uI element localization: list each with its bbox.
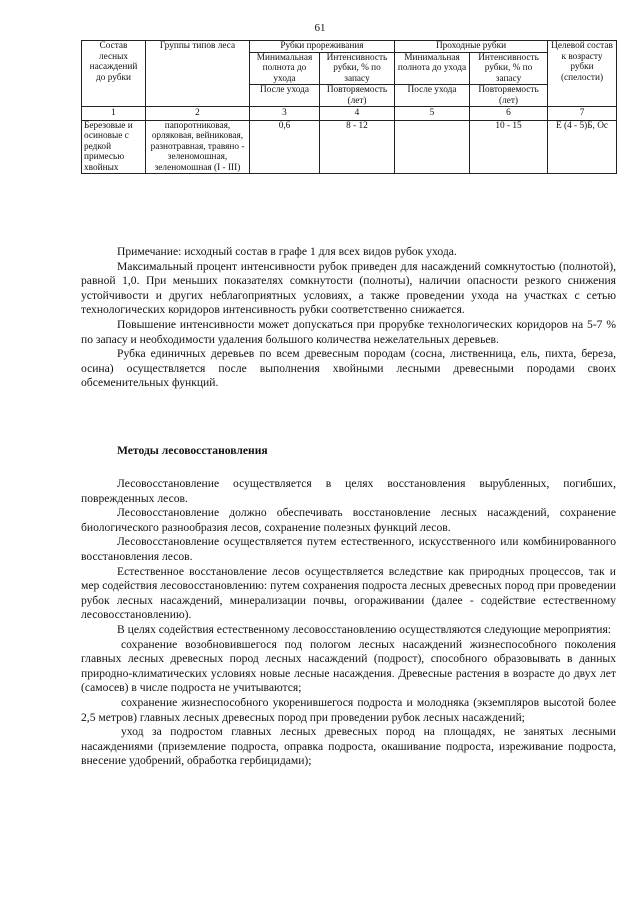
column-number: 1 [82, 107, 146, 121]
section-heading: Методы лесовосстановления [117, 444, 268, 457]
lower-text-block [81, 477, 616, 769]
column-number: 3 [250, 107, 320, 121]
header-forest-types: Группы типов леса [146, 41, 250, 107]
cell-passing-intensity: 10 - 15 [470, 120, 548, 174]
cell-composition: Березовые и осиновые с редкой примесью хвойных [82, 120, 146, 174]
header-intensity: Интенсивность рубки, % по запасу [320, 52, 395, 85]
header-min-density: Минимальная полнота до ухода [250, 52, 320, 85]
paragraph: Лесовосстановление осуществляется путем естественного, искусственного или комбинированного восстановления лесов. [81, 535, 616, 563]
page-number: 61 [314, 22, 326, 34]
header-composition: Состав лесных насаждений до рубки [82, 41, 146, 107]
header-after-care: После ухода [395, 85, 470, 107]
cell-forest-types: папоротниковая, орляковая, вейниковая, разнотравная, травяно - зеленомошная, зеленомошная (I - III) [146, 120, 250, 174]
list-item: уход за подростом главных лесных древесных пород на площадях, не занятых лесными насаждениями (приземление подроста, оправка подроста, окашивание подроста, изреживание подроста, внесение удобрений, обработка гербицидами); [81, 725, 616, 768]
table-header-row [82, 41, 617, 53]
list-item: сохранение жизнеспособного укоренившегося подроста и молодняка (экземпляров высотой более 2,5 метров) главных лесных древесных пород при проведении рубок лесных насаждений; [81, 695, 616, 724]
section-heading-block [81, 444, 616, 459]
table-row [82, 120, 617, 174]
header-passing: Проходные рубки [395, 41, 548, 53]
paragraph: В целях содействия естественному лесовосстановлению осуществляются следующие мероприятия: [117, 622, 612, 636]
thinning-table [81, 40, 617, 174]
header-repeatability: Повторяемость (лет) [320, 85, 395, 107]
cell-passing-min-density [395, 120, 470, 174]
header-target: Целевой состав к возрасту рубки (спелости) [548, 41, 617, 107]
paragraph: Рубка единичных деревьев по всем древесным породам (сосна, лиственница, ель, пихта, береза, осина) осуществляется после выполнения хвойными лесными древесными породами своих обсеменительных функций. [81, 347, 616, 390]
table-note: Примечание: исходный состав в графе 1 для всех видов рубок ухода. [117, 245, 457, 258]
paragraph: Лесовосстановление осуществляется в целях восстановления вырубленных, погибших, поврежденных лесов. [81, 477, 616, 505]
paragraph: Лесовосстановление должно обеспечивать восстановление лесных насаждений, сохранение биологического разнообразия лесов, сохранение полезных функций лесов. [81, 506, 616, 534]
column-number: 4 [320, 107, 395, 121]
column-number: 7 [548, 107, 617, 121]
paragraph: Естественное восстановление лесов осуществляется вследствие как природных процессов, так и мер содействия лесовосстановлению: путем сохранения подроста лесных древесных пород при проведении рубок лесных насаждений, минерализации почвы, огораживании (далее - содействие естественному лесовосстановлению). [81, 564, 616, 622]
paragraph: Повышение интенсивности может допускаться при прорубке технологических коридоров на 5-7 % по запасу и необходимости удаления большого количества нежелательных деревьев. [81, 317, 616, 346]
column-number: 6 [470, 107, 548, 121]
column-number-row [82, 107, 617, 121]
column-number: 5 [395, 107, 470, 121]
cell-thinning-min-density: 0,6 [250, 120, 320, 174]
list-item: сохранение возобновившегося под пологом лесных насаждений жизнеспособного поколения главных лесных древесных пород лесных насаждений (подрост), способного образовывать в данных природно-климатических условиях новые лесные насаждения. Древесные растения в возрасте до двух лет (самосев) в числе подроста не учитываются; [81, 637, 616, 695]
cell-thinning-intensity: 8 - 12 [320, 120, 395, 174]
header-thinning: Рубки прореживания [250, 41, 395, 53]
header-repeatability: Повторяемость (лет) [470, 85, 548, 107]
cell-target: Е (4 - 5)Б, Ос [548, 120, 617, 174]
header-after-care: После ухода [250, 85, 320, 107]
header-min-density: Минимальная полнота до ухода [395, 52, 470, 85]
upper-text-block [81, 245, 616, 391]
paragraph: Максимальный процент интенсивности рубок приведен для насаждений сомкнутостью (полнотой), равной 1,0. При меньших показателях сомкнутости (полноты), наличии опасности резкого снижения устойчивости и других неблагоприятных условиях, а также проведении ухода на участках с сетью технологических коридоров интенсивность рубки соответственно снижается. [81, 259, 616, 317]
header-intensity: Интенсивность рубки, % по запасу [470, 52, 548, 85]
column-number: 2 [146, 107, 250, 121]
